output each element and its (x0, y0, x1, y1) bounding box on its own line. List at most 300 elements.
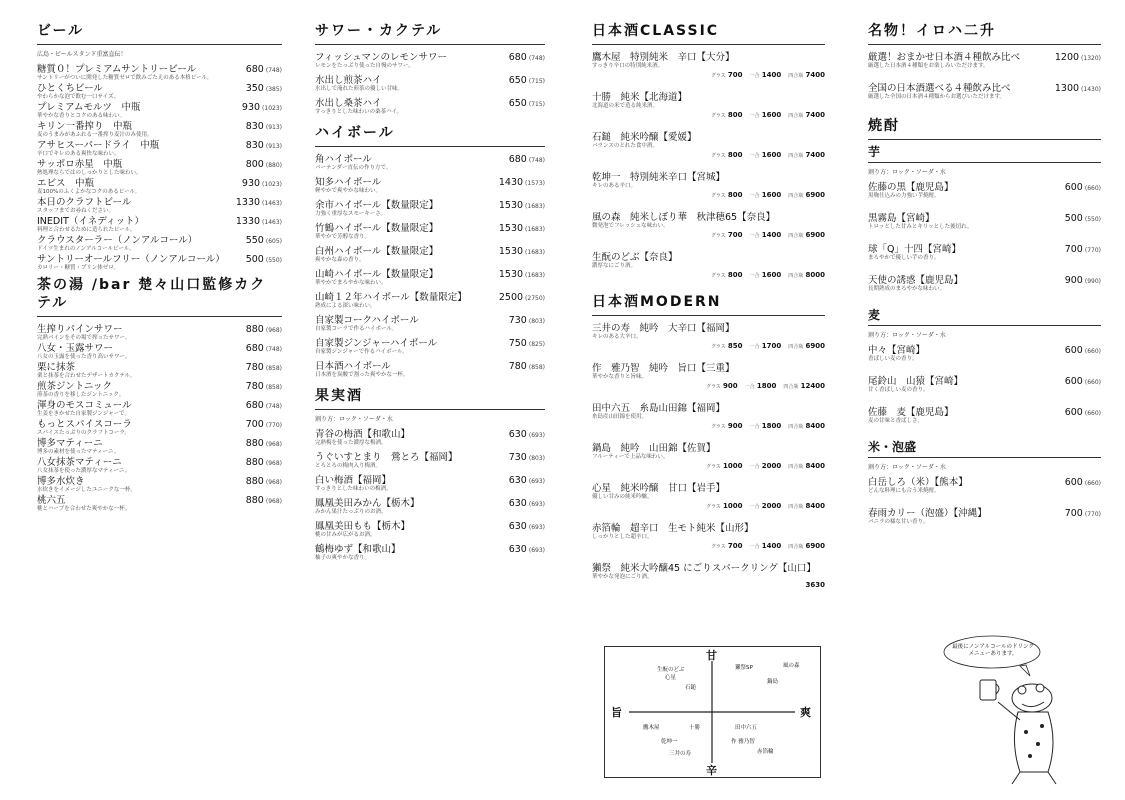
item-price-group (246, 64, 282, 75)
taste-label: 生酛のどぶ (657, 667, 685, 673)
item-price-tax: (858) (528, 364, 545, 371)
size-label-glass: グラス (705, 504, 721, 510)
item-price-group (246, 419, 282, 430)
menu-item[interactable] (37, 213, 282, 232)
item-description: しっかりとした超辛口。 (592, 534, 653, 540)
size-label-glass: グラス (710, 193, 726, 199)
section-sake-modern (592, 293, 825, 600)
item-price: 600 (1064, 407, 1083, 418)
item-description: とろとろの梅肉入り梅酒。 (315, 463, 382, 469)
item-price: 1330 (235, 197, 261, 208)
taste-axis-bottom: 辛 (706, 764, 717, 777)
divider (868, 162, 1101, 163)
item-name: 風の森 純米しぼり華 秋津穂65【奈良】 (592, 212, 776, 223)
item-price-tax: (1463) (262, 219, 282, 226)
menu-item[interactable] (315, 95, 545, 118)
menu-item[interactable] (315, 335, 545, 358)
menu-item-row (37, 99, 282, 113)
divider (315, 44, 545, 45)
item-description: 八女の玉露を使った香り高いサワー。 (37, 354, 131, 360)
item-price: 730 (508, 315, 527, 326)
price-bottle: 3630 (805, 581, 825, 589)
item-name: 獺祭 純米大吟醸45 にごりスパークリング【山口】 (592, 563, 816, 574)
menu-item[interactable] (37, 251, 282, 270)
divider (868, 44, 1101, 45)
item-name: 青谷の梅酒【和歌山】 (315, 429, 411, 440)
item-sizes (592, 501, 825, 511)
price-bottle: 6900 (805, 342, 825, 350)
item-price-group (1065, 508, 1101, 519)
price-ichigo: 1400 (761, 71, 782, 79)
menu-item[interactable] (37, 416, 282, 435)
menu-item[interactable] (868, 404, 1101, 435)
price-ichigo: 1600 (761, 191, 782, 199)
section-note: 割り方：ロック・ソーダ・水 (868, 169, 946, 176)
menu-item[interactable] (37, 137, 282, 156)
menu-item-row (315, 197, 545, 211)
item-name: プレミアムモルツ 中瓶 (37, 102, 141, 113)
menu-item[interactable] (37, 99, 282, 118)
item-description: 熱処理ならではのしっかりとした味わい。 (37, 170, 142, 176)
size-label-yongo: 四合瓶 (788, 273, 804, 279)
menu-item[interactable] (592, 480, 825, 520)
price-bottle: 12400 (800, 382, 825, 390)
item-price-tax: (968) (265, 479, 282, 486)
divider (868, 325, 1101, 326)
item-price: 700 (1064, 508, 1083, 519)
item-name: サッポロ赤星 中瓶 (37, 159, 123, 170)
section-highball (315, 124, 545, 381)
item-price-group (236, 216, 282, 227)
menu-item[interactable] (315, 266, 545, 289)
item-name: 竹鶴ハイボール【数量限定】 (315, 223, 439, 234)
price-glass: 700 (727, 231, 743, 239)
menu-item[interactable] (868, 373, 1101, 404)
menu-item-row (315, 518, 545, 532)
item-sizes (592, 381, 825, 391)
item-price: 500 (245, 254, 264, 265)
price-bottle: 7400 (805, 111, 825, 119)
item-price-group (246, 324, 282, 335)
item-description: 爽やかな森の香り。 (315, 257, 365, 263)
column-4 (868, 22, 1101, 536)
item-price-tax: (858) (265, 365, 282, 372)
price-bottle: 7400 (805, 71, 825, 79)
price-glass: 850 (727, 342, 743, 350)
item-description: 完熟パインをその場で搾ったサワー。 (37, 335, 131, 341)
item-sizes (592, 541, 825, 551)
item-price-group (509, 98, 545, 109)
item-name: 渾身のモスコミュール (37, 400, 132, 411)
menu-item[interactable] (868, 474, 1101, 505)
price-glass: 700 (727, 71, 743, 79)
item-name: アサヒスーパードライ 中瓶 (37, 140, 160, 151)
menu-item[interactable] (592, 400, 825, 440)
size-label-ichigo: 一合 (749, 344, 760, 350)
item-name: 山崎１２年ハイボール【数量限定】 (315, 292, 467, 303)
menu-item-row (37, 454, 282, 468)
menu-item-row (315, 335, 545, 349)
item-price-tax: (968) (265, 460, 282, 467)
menu-item-row (315, 449, 545, 463)
item-description: 軽やかで爽やかな味わい。 (315, 188, 382, 194)
menu-item[interactable] (37, 80, 282, 99)
size-label-glass: グラス (710, 273, 726, 279)
item-description: レモンをたっぷり使った自慢のサワー。 (315, 63, 414, 69)
price-bottle: 6900 (805, 191, 825, 199)
item-name: 作 雅乃智 純吟 旨口【三重】 (592, 363, 735, 374)
taste-label: 三井の寿 (669, 751, 692, 757)
item-description: キレのある辛口。 (592, 183, 636, 189)
menu-item[interactable] (592, 129, 825, 169)
item-description: ドイツ生まれのノンアルコールビール。 (37, 246, 135, 252)
menu-item-row (315, 95, 545, 109)
item-sizes (592, 110, 825, 120)
item-price: 930 (241, 178, 261, 189)
taste-axis-top: 甘 (706, 649, 717, 662)
item-price-group (246, 457, 282, 468)
taste-label: 石鎚 (685, 685, 697, 691)
menu-item[interactable] (315, 174, 545, 197)
menu-item[interactable] (315, 472, 545, 495)
item-name: 知多ハイボール (315, 177, 382, 188)
item-description: 熟成による深い味わい。 (315, 303, 376, 309)
item-price-group (499, 269, 545, 280)
section-chanoyu (37, 276, 282, 511)
menu-item[interactable] (315, 243, 545, 266)
sub-title-mugi: 麦 (868, 308, 881, 322)
menu-item-row (868, 80, 1101, 94)
menu-item[interactable] (868, 241, 1101, 272)
item-name: 中々【宮崎】 (868, 345, 926, 356)
menu-item[interactable] (868, 272, 1101, 303)
item-name: 春雨カリー（泡盛）【沖縄】 (868, 508, 987, 519)
item-name: 鶴梅ゆず【和歌山】 (315, 544, 401, 555)
menu-item-row (37, 473, 282, 487)
item-sizes (592, 581, 825, 589)
item-name: 白州ハイボール【数量限定】 (315, 246, 439, 257)
divider (37, 316, 282, 317)
item-price-group (1055, 83, 1101, 94)
item-description: 力強く重厚なスモーキーさ。 (315, 211, 387, 217)
item-price: 880 (245, 324, 264, 335)
item-price-tax: (770) (265, 422, 282, 429)
menu-item[interactable] (37, 340, 282, 359)
menu-item[interactable] (592, 360, 825, 400)
menu-item[interactable] (37, 492, 282, 511)
item-price-group (246, 438, 282, 449)
item-price: 780 (245, 362, 264, 373)
section-title: 果実酒 (315, 388, 363, 404)
size-label-yongo: 四合瓶 (783, 384, 799, 390)
item-name: 佐藤の黒【鹿児島】 (868, 182, 954, 193)
item-description: 華やかな香りとコクのある味わい。 (37, 113, 126, 119)
divider (37, 44, 282, 45)
menu-item[interactable] (315, 358, 545, 381)
menu-item[interactable] (592, 560, 825, 600)
menu-item[interactable] (315, 541, 545, 564)
menu-item[interactable] (315, 151, 545, 174)
menu-item[interactable] (868, 505, 1101, 536)
menu-item[interactable] (315, 220, 545, 243)
item-name: クラウスターラー（ノンアルコール） (37, 235, 198, 246)
item-price-group (246, 235, 282, 246)
item-price-group (509, 429, 545, 440)
menu-item-row (37, 118, 282, 132)
item-price: 780 (508, 361, 527, 372)
item-price: 680 (245, 400, 264, 411)
price-ichigo: 1600 (761, 111, 782, 119)
taste-label: 赤箔輪 (757, 749, 774, 755)
menu-item[interactable] (315, 49, 545, 72)
size-label-ichigo: 一合 (749, 424, 760, 430)
item-name: 尾鈴山 山猿【宮崎】 (868, 376, 964, 387)
item-description: カロリー・糖質・プリン体ゼロ。 (37, 265, 120, 271)
item-price-group (246, 121, 282, 132)
menu-item[interactable] (37, 397, 282, 416)
item-price: 1530 (498, 269, 524, 280)
item-description: 厳選した全国の日本酒４種類からお選びいただけます。 (868, 94, 1006, 100)
menu-item[interactable] (592, 49, 825, 89)
item-description: 優しい甘みの純米吟醸。 (592, 494, 653, 500)
menu-item[interactable] (37, 118, 282, 137)
item-description: 博多の素材を使ったマティーニ。 (37, 449, 120, 455)
menu-item[interactable] (315, 289, 545, 312)
menu-item[interactable] (37, 454, 282, 473)
item-description: やわらかな泡で飲む一口サイズ。 (37, 94, 120, 100)
item-price-group (509, 475, 545, 486)
price-bottle: 8400 (805, 422, 825, 430)
menu-item-row (315, 358, 545, 372)
menu-item[interactable] (592, 249, 825, 289)
item-price: 730 (508, 452, 527, 463)
item-description: 生姜をきかせた自家製ジンジャーで。 (37, 411, 131, 417)
price-glass: 1000 (723, 462, 743, 470)
item-description: 麦の甘味と香ばしさ。 (868, 418, 923, 424)
item-price-group (246, 140, 282, 151)
size-label-ichigo: 一合 (749, 544, 760, 550)
item-price-tax: (693) (528, 547, 545, 554)
size-label-glass: グラス (710, 544, 726, 550)
item-price: 800 (245, 159, 264, 170)
item-name: 水出し桑茶ハイ (315, 98, 382, 109)
item-sizes (592, 150, 825, 160)
size-label-yongo: 四合瓶 (788, 544, 804, 550)
item-price-tax: (968) (265, 498, 282, 505)
size-label-yongo: 四合瓶 (788, 113, 804, 119)
price-bottle: 8400 (805, 462, 825, 470)
menu-item-row (37, 321, 282, 335)
menu-item-row (37, 397, 282, 411)
menu-item[interactable] (592, 89, 825, 129)
item-description: サントリーがついに開発した糖質ゼロで飲みごたえのある本格ビール。 (37, 75, 212, 81)
item-price-group (499, 223, 545, 234)
price-bottle: 7400 (805, 151, 825, 159)
menu-item[interactable] (868, 342, 1101, 373)
section-title: 名物！イロハ二升 (868, 23, 996, 39)
item-description: まろやかで優しい芋の香り。 (868, 255, 940, 261)
item-name: ひとくちビール (37, 83, 103, 94)
menu-item-row (37, 61, 282, 75)
menu-item[interactable] (592, 440, 825, 480)
menu-item[interactable] (37, 435, 282, 454)
item-price-tax: (1430) (1081, 86, 1101, 93)
item-price: 880 (245, 476, 264, 487)
item-name: 余市ハイボール【数量限定】 (315, 200, 439, 211)
item-description: 栗と抹茶を合わせたデザートカクテル。 (37, 373, 136, 379)
item-name: 博多水炊き (37, 476, 85, 487)
item-price-group (1065, 407, 1101, 418)
menu-item-row (37, 175, 282, 189)
item-price: 550 (245, 235, 264, 246)
size-label-glass: グラス (710, 424, 726, 430)
section-title: 焼酎 (868, 118, 900, 134)
item-name: 八女・玉露サワー (37, 343, 114, 354)
menu-item[interactable] (315, 449, 545, 472)
item-description: 北海道の米で造る純米酒。 (592, 103, 659, 109)
item-description: フルーティーで上品な味わい。 (592, 454, 669, 460)
menu-item-row (315, 312, 545, 326)
size-label-glass: グラス (710, 344, 726, 350)
menu-item-row (868, 342, 1101, 356)
menu-item[interactable] (868, 179, 1101, 210)
size-label-ichigo: 一合 (749, 504, 760, 510)
item-name: 日本酒ハイボール (315, 361, 391, 372)
menu-item[interactable] (592, 209, 825, 249)
menu-item[interactable] (315, 312, 545, 335)
item-name: 栗に抹茶 (37, 362, 76, 373)
price-bottle: 6900 (805, 231, 825, 239)
item-description: 厳選した日本酒４種類をお楽しみいただけます。 (868, 63, 989, 69)
item-name: 煎茶ジントニック (37, 381, 113, 392)
item-name: 鷹木屋 特別純米 辛口【大分】 (592, 52, 735, 63)
menu-item[interactable] (37, 61, 282, 80)
menu-item-row (315, 541, 545, 555)
item-price-group (246, 476, 282, 487)
divider (592, 44, 825, 45)
item-description: バランスのとれた食中酒。 (592, 143, 658, 149)
item-sizes (592, 70, 825, 80)
price-glass: 800 (727, 191, 743, 199)
menu-item[interactable] (592, 169, 825, 209)
menu-item-row (37, 232, 282, 246)
section-note: 割り方：ロック・ソーダ・水 (868, 332, 946, 339)
item-price-group (499, 177, 545, 188)
size-label-yongo: 四合瓶 (788, 73, 804, 79)
size-label-yongo: 四合瓶 (788, 233, 804, 239)
menu-item[interactable] (868, 80, 1101, 111)
item-description: 水炊きをイメージしたユニークな一杯。 (37, 487, 136, 493)
section-note: 割り方：ロック・ソーダ・水 (315, 416, 393, 423)
size-label-glass: グラス (710, 233, 726, 239)
item-name: 角ハイボール (315, 154, 372, 165)
section-fruit (315, 387, 545, 564)
menu-item[interactable] (315, 495, 545, 518)
size-label-yongo: 四合瓶 (788, 193, 804, 199)
menu-item[interactable] (592, 520, 825, 560)
price-ichigo: 1800 (761, 422, 782, 430)
menu-item[interactable] (37, 156, 282, 175)
menu-item[interactable] (868, 210, 1101, 241)
item-price-tax: (748) (528, 55, 545, 62)
item-price: 630 (508, 429, 527, 440)
menu-item[interactable] (592, 320, 825, 360)
size-label-glass: グラス (705, 464, 721, 470)
price-glass: 900 (723, 382, 738, 390)
item-price-tax: (880) (265, 162, 282, 169)
size-label-yongo: 四合瓶 (788, 153, 804, 159)
menu-item-row (315, 49, 545, 63)
menu-item[interactable] (37, 321, 282, 340)
item-description: 煎茶の香りを移したジントニック。 (37, 392, 125, 398)
section-beer (37, 22, 282, 270)
item-price: 600 (1064, 376, 1083, 387)
item-description: スタッフまでお尋ねください。 (37, 208, 115, 214)
item-description: キレのある大辛口。 (592, 334, 642, 340)
menu-item[interactable] (868, 49, 1101, 80)
item-price-group (509, 544, 545, 555)
item-price-tax: (803) (528, 455, 545, 462)
menu-item[interactable] (37, 378, 282, 397)
section-title: 茶の湯 /bar 楚々山口監修カクテル (37, 277, 267, 311)
item-description: 華やかで芳醇な香り。 (315, 234, 371, 240)
item-name: 白い梅酒【福岡】 (315, 475, 392, 486)
item-price-tax: (1463) (262, 200, 282, 207)
item-description: バニラの様な甘い香り。 (868, 519, 929, 525)
menu-item[interactable] (315, 518, 545, 541)
item-name: もっとスパイスコーラ (37, 419, 132, 430)
menu-item[interactable] (37, 359, 282, 378)
item-price-group (499, 292, 545, 303)
item-price-tax: (913) (265, 124, 282, 131)
item-price-group (246, 381, 282, 392)
menu-item[interactable] (37, 473, 282, 492)
item-price-tax: (550) (265, 257, 282, 264)
item-price: 1530 (498, 223, 524, 234)
section-note: 広島・ビールスタンド重富直伝！ (37, 51, 127, 58)
item-price-tax: (1023) (262, 181, 282, 188)
item-price: 700 (245, 419, 264, 430)
item-price-tax: (770) (1084, 247, 1101, 254)
divider (868, 139, 1101, 140)
menu-item[interactable] (315, 197, 545, 220)
menu-item-row (37, 378, 282, 392)
item-price-tax: (1683) (525, 249, 545, 256)
menu-item[interactable] (315, 426, 545, 449)
menu-item-row (315, 243, 545, 257)
item-price-group (1065, 213, 1101, 224)
item-description: 甘く香ばしい麦の香り。 (868, 387, 929, 393)
section-sake-classic (592, 22, 825, 289)
menu-item[interactable] (37, 175, 282, 194)
speech-bubble-text: 最後にノンアルコールのドリンクメニューあります。 (952, 644, 1034, 657)
menu-item-row (37, 156, 282, 170)
menu-item[interactable] (315, 72, 545, 95)
item-description: 香ばしい麦の香り。 (868, 356, 918, 362)
menu-item[interactable] (37, 194, 282, 213)
item-price-group (236, 197, 282, 208)
item-price: 650 (508, 75, 527, 86)
item-description: 黒麹仕込みの力強い芋焼酎。 (868, 193, 940, 199)
section-title: 日本酒CLASSIC (592, 23, 720, 39)
menu-item-row (315, 472, 545, 486)
item-name: 鳳凰美田もも【栃木】 (315, 521, 411, 532)
item-price-group (1065, 376, 1101, 387)
item-description: 糸島産山田錦を使用。 (592, 414, 648, 420)
item-name: フィッシュマンのレモンサワー (315, 52, 448, 63)
item-description: 水出しで淹れた煎茶の優しい甘味。 (315, 86, 404, 92)
menu-item[interactable] (37, 232, 282, 251)
